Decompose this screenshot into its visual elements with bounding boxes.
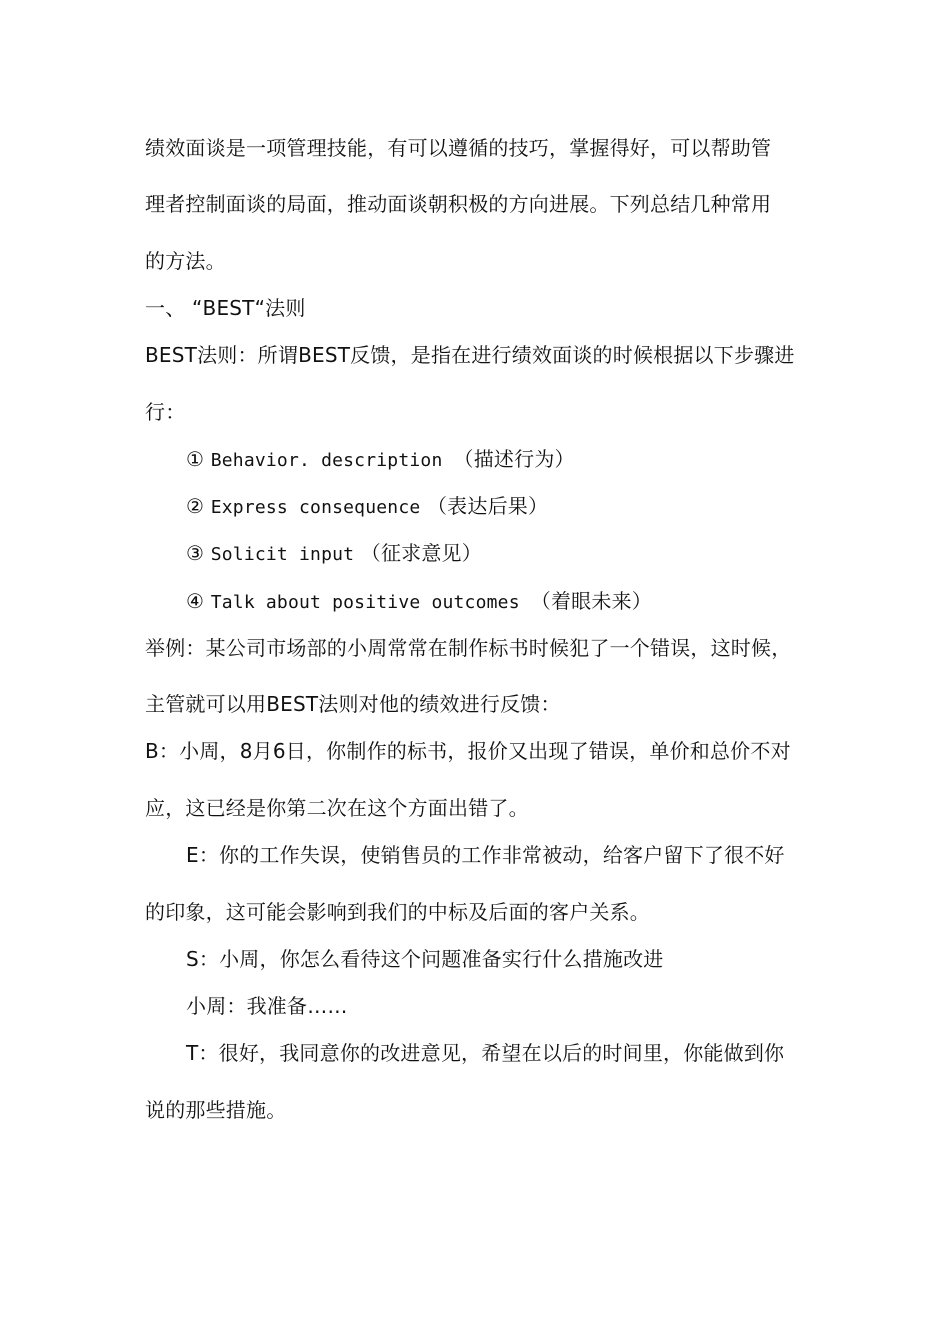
intro-line-3: 的方法。 [145, 249, 226, 273]
step-marker: ③ [186, 541, 205, 565]
t-line-1: T：很好，我同意你的改进意见，希望在以后的时间里，你能做到你 [186, 1041, 785, 1065]
best-definition-line-2: 行： [145, 400, 186, 424]
step-english: Talk about positive outcomes [210, 592, 531, 613]
intro-line-1: 绩效面谈是一项管理技能，有可以遵循的技巧，掌握得好，可以帮助管 [145, 136, 772, 160]
step-item [186, 445, 575, 475]
b-line-2: 应，这已经是你第二次在这个方面出错了。 [145, 796, 529, 820]
t-line-2: 说的那些措施。 [145, 1098, 287, 1122]
step-marker: ② [186, 494, 205, 518]
example-intro-line-1: 举例：某公司市场部的小周常常在制作标书时候犯了一个错误，这时候， [145, 636, 792, 660]
step-english: Solicit input [210, 544, 355, 565]
step-chinese: （着眼未来） [530, 589, 652, 613]
s-line: S：小周，你怎么看待这个问题准备实行什么措施改进 [186, 947, 664, 971]
e-line-2: 的印象，这可能会影响到我们的中标及后面的客户关系。 [145, 900, 650, 924]
reply-line: 小周：我准备…… [186, 994, 348, 1018]
step-item [186, 539, 482, 569]
e-line-1: E：你的工作失误，使销售员的工作非常被动，给客户留下了很不好 [186, 843, 785, 867]
step-item [186, 587, 652, 617]
step-chinese: （表达后果） [426, 494, 549, 518]
step-chinese: （描述行为） [453, 447, 575, 471]
step-marker: ① [186, 447, 205, 471]
section-heading: 一、 “BEST“法则 [145, 296, 306, 320]
step-english: Express consequence [210, 497, 421, 518]
intro-line-2: 理者控制面谈的局面，推动面谈朝积极的方向进展。下列总结几种常用 [145, 192, 772, 216]
b-line-1: B：小周，8月6日，你制作的标书，报价又出现了错误，单价和总价不对 [145, 739, 791, 763]
example-intro-line-2: 主管就可以用BEST法则对他的绩效进行反馈： [145, 692, 561, 716]
step-item [186, 492, 548, 522]
step-english: Behavior. description [210, 450, 454, 471]
step-marker: ④ [186, 589, 205, 613]
step-chinese: （征求意见） [360, 541, 482, 565]
best-definition-line-1: BEST法则：所谓BEST反馈，是指在进行绩效面谈的时候根据以下步骤进 [145, 343, 795, 367]
